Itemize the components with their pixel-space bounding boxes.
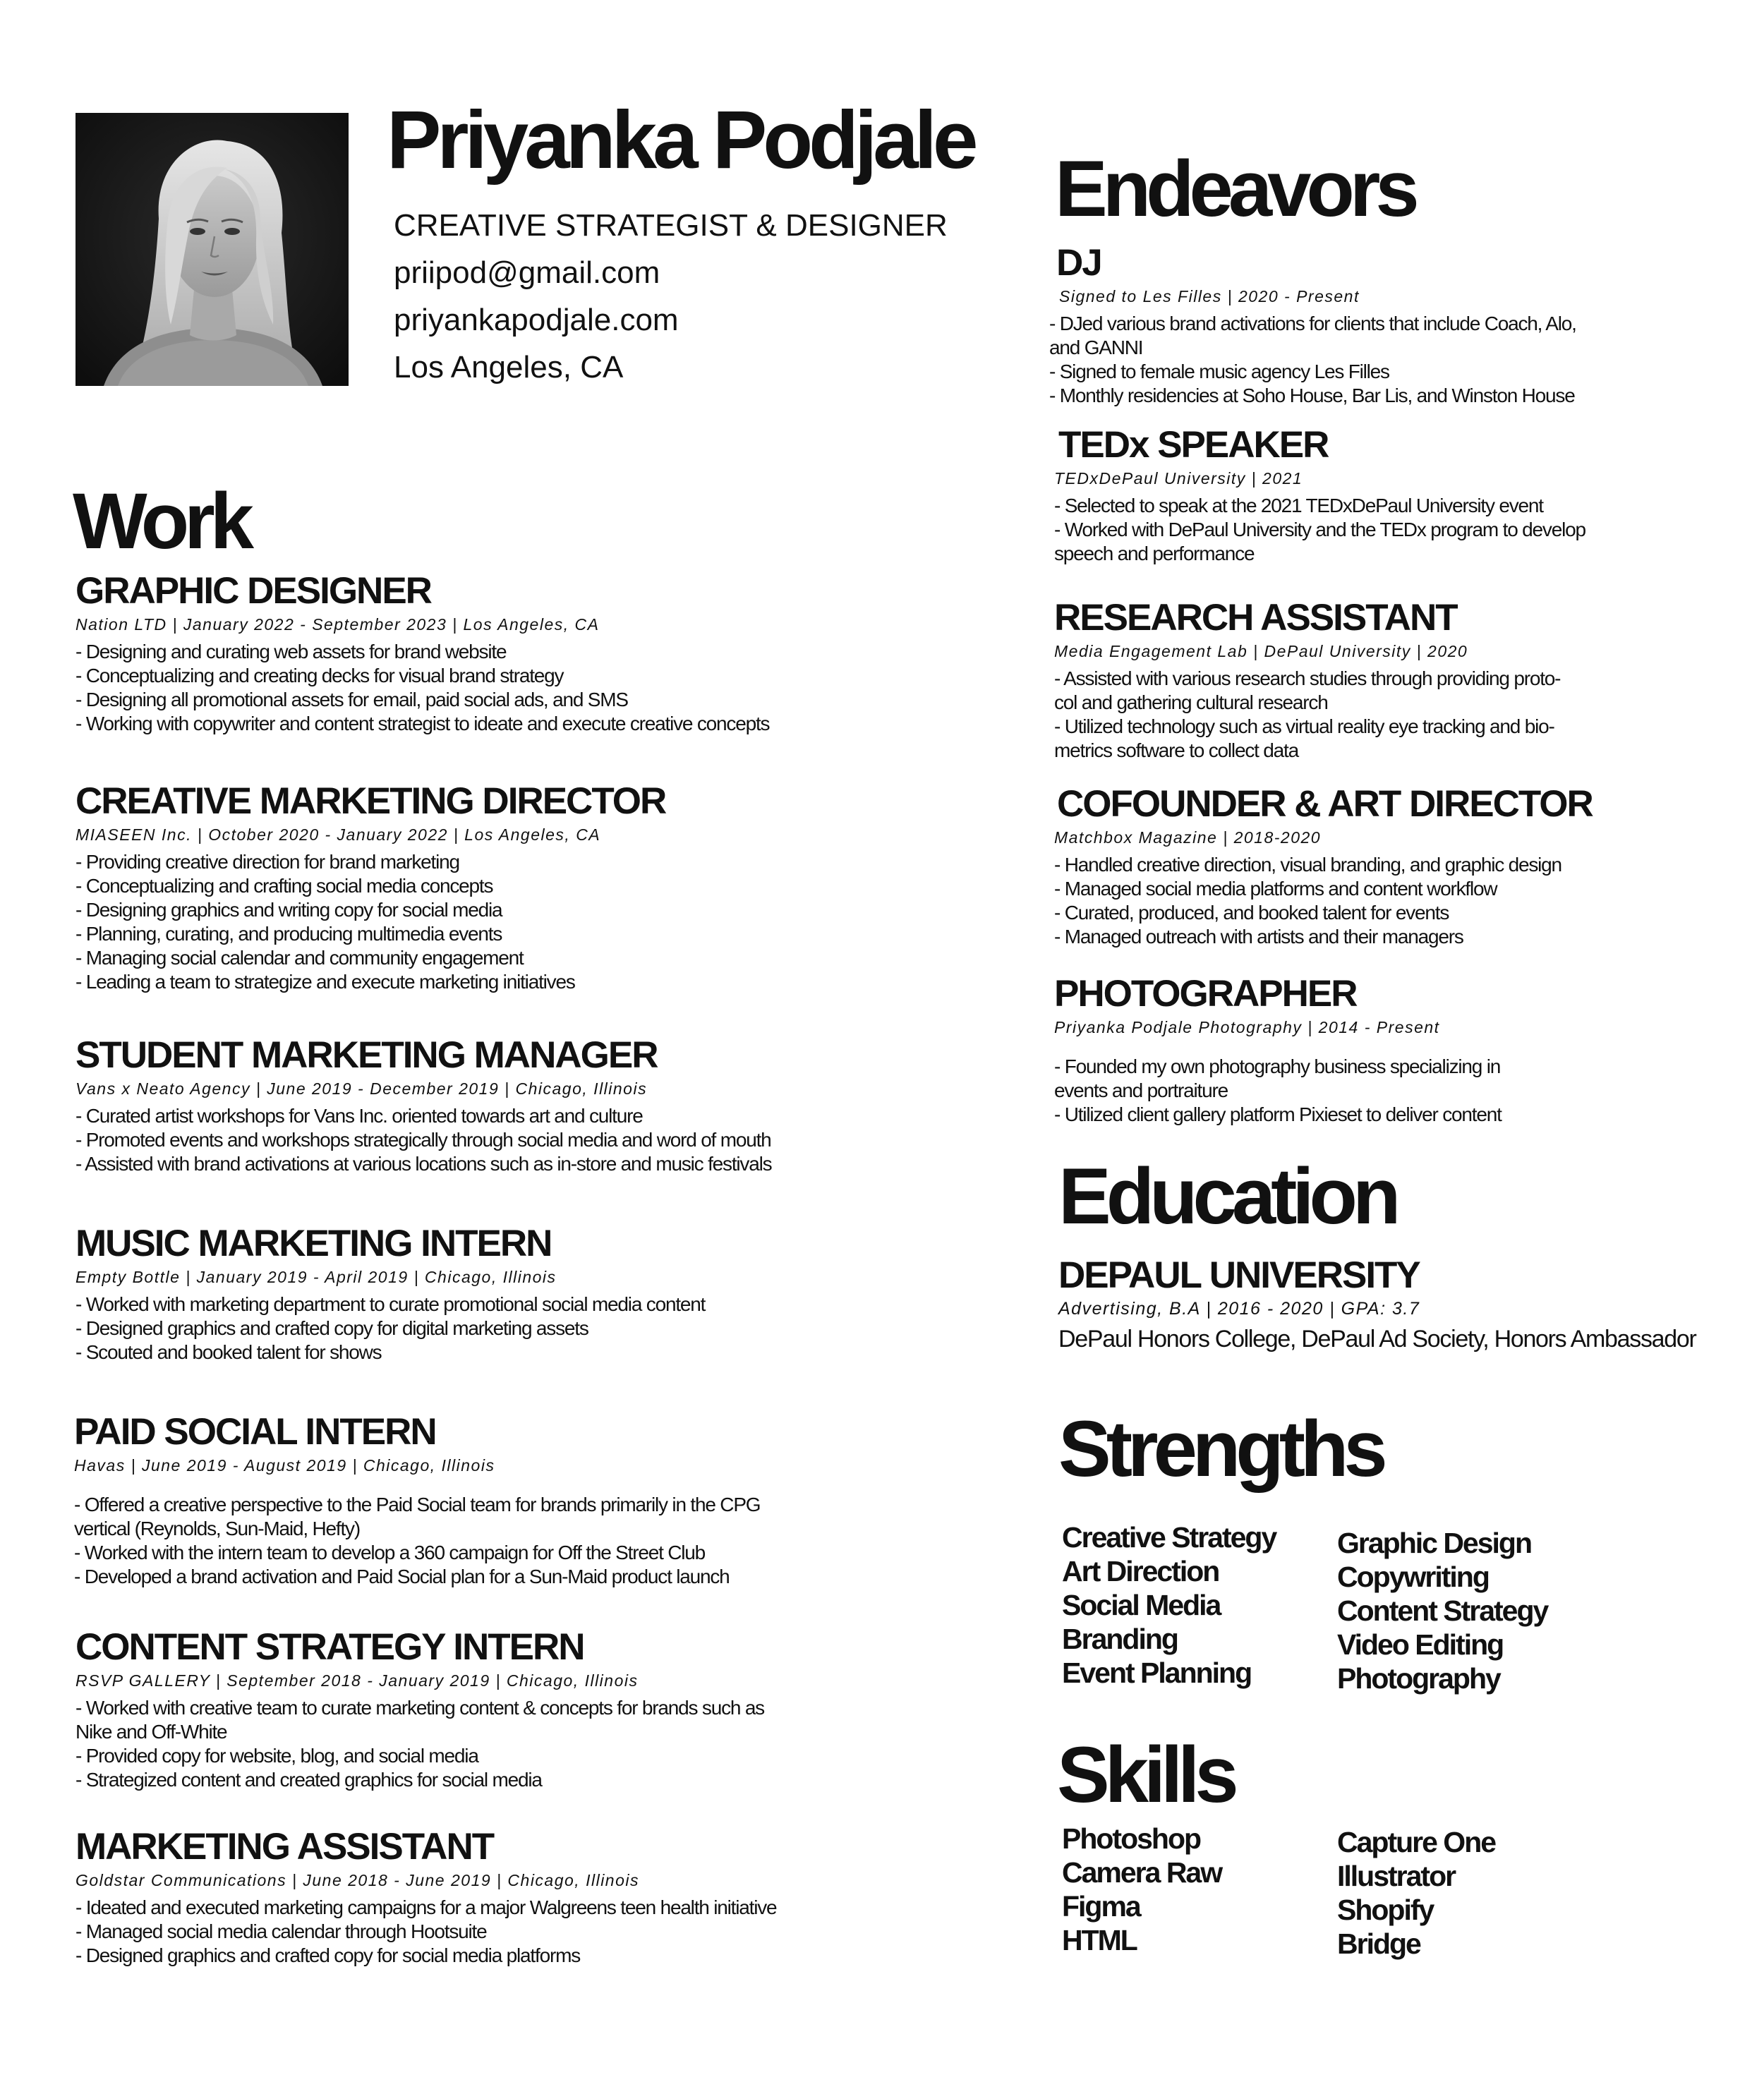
job-meta: Empty Bottle | January 2019 - April 2019 | Chicago, Illinois — [75, 1268, 557, 1286]
strengths-heading: Strengths — [1058, 1405, 1383, 1493]
bullet-item: - Promoted events and workshops strategically through social media and word of mouth — [75, 1129, 771, 1151]
endeavor-title: TEDx SPEAKER — [1058, 424, 1329, 466]
job-bullets — [75, 1896, 957, 1968]
strength-item: Event Planning — [1062, 1657, 1252, 1689]
bullet-item: - Providing creative direction for brand marketing — [75, 851, 459, 873]
bullet-item: - Designing graphics and writing copy for social media — [75, 899, 502, 921]
bullet-item: - Handled creative direction, visual branding, and graphic design — [1054, 854, 1561, 876]
education-entry — [1058, 1256, 1736, 1353]
endeavor-meta: Signed to Les Filles | 2020 - Present — [1059, 287, 1360, 305]
bullet-item: events and portraiture — [1054, 1079, 1228, 1101]
job-entry — [74, 1412, 956, 1589]
endeavor-title: PHOTOGRAPHER — [1054, 973, 1357, 1015]
bullet-item: - Utilized technology such as virtual reality eye tracking and bio- — [1054, 715, 1554, 737]
job-entry — [75, 1224, 957, 1364]
endeavor-bullets — [1049, 312, 1656, 408]
endeavor-entry — [1054, 785, 1661, 949]
candidate-name: Priyanka Podjale — [387, 94, 974, 186]
job-bullets — [75, 1104, 957, 1176]
bullet-item: - Conceptualizing and crafting social media concepts — [75, 875, 493, 897]
bullet-item: - Monthly residencies at Soho House, Bar Lis, and Winston House — [1049, 385, 1575, 406]
endeavor-title: DJ — [1056, 242, 1101, 284]
strengths-column — [1062, 1520, 1337, 1695]
bullet-item: speech and performance — [1054, 543, 1255, 564]
school-name: DEPAUL UNIVERSITY — [1058, 1254, 1420, 1296]
strength-item: Creative Strategy — [1062, 1521, 1276, 1554]
bullet-item: - Ideated and executed marketing campaigns for a major Walgreens teen health initiative — [75, 1896, 777, 1918]
bullet-item: - Selected to speak at the 2021 TEDxDePaul University event — [1054, 495, 1543, 516]
endeavor-bullets — [1054, 667, 1661, 763]
job-title: MUSIC MARKETING INTERN — [75, 1223, 552, 1264]
skill-item: Illustrator — [1337, 1860, 1456, 1892]
education-heading: Education — [1058, 1152, 1396, 1240]
professional-title: CREATIVE STRATEGIST & DESIGNER — [394, 208, 948, 243]
strength-item: Branding — [1062, 1623, 1178, 1655]
job-title: PAID SOCIAL INTERN — [74, 1411, 436, 1453]
skill-item: Photoshop — [1062, 1822, 1201, 1855]
degree-meta: Advertising, B.A | 2016 - 2020 | GPA: 3.7 — [1058, 1299, 1420, 1319]
bullet-item: - Assisted with various research studies through providing proto- — [1054, 667, 1561, 689]
bullet-item: metrics software to collect data — [1054, 739, 1298, 761]
job-meta: Goldstar Communications | June 2018 - June 2019 | Chicago, Illinois — [75, 1871, 639, 1889]
bullet-item: - Conceptualizing and creating decks for visual brand strategy — [75, 665, 564, 686]
endeavor-meta: TEDxDePaul University | 2021 — [1054, 469, 1303, 488]
endeavor-meta: Media Engagement Lab | DePaul University | 2020 — [1054, 642, 1468, 660]
endeavor-meta: Priyanka Podjale Photography | 2014 - Present — [1054, 1018, 1440, 1036]
portrait-illustration — [75, 113, 349, 386]
bullet-item: - Designing all promotional assets for email, paid social ads, and SMS — [75, 689, 628, 710]
bullet-item: - Signed to female music agency Les Filles — [1049, 361, 1389, 382]
skill-item: HTML — [1062, 1924, 1137, 1956]
bullet-item: - Leading a team to strategize and execute marketing initiatives — [75, 971, 575, 993]
bullet-item: - Assisted with brand activations at various locations such as in-store and music festivals — [75, 1153, 772, 1175]
job-title: CREATIVE MARKETING DIRECTOR — [75, 780, 666, 822]
bullet-item: - Curated, produced, and booked talent for events — [1054, 902, 1449, 924]
bullet-item: - Provided copy for website, blog, and social media — [75, 1745, 478, 1767]
bullet-item: - Scouted and booked talent for shows — [75, 1341, 382, 1363]
profile-photo — [75, 113, 349, 386]
bullet-item: - Utilized client gallery platform Pixieset to deliver content — [1054, 1103, 1502, 1125]
bullet-item: - Curated artist workshops for Vans Inc. oriented towards art and culture — [75, 1105, 643, 1127]
job-entry — [75, 1036, 957, 1176]
job-bullets — [75, 640, 957, 736]
bullet-item: - Worked with marketing department to curate promotional social media content — [75, 1293, 706, 1315]
skill-item: Figma — [1062, 1890, 1140, 1923]
job-meta: MIASEEN Inc. | October 2020 - January 2022 | Los Angeles, CA — [75, 825, 601, 844]
skills-column — [1337, 1825, 1612, 1961]
skills-column — [1062, 1822, 1337, 1961]
job-bullets — [75, 850, 957, 994]
bullet-item: - Designed graphics and crafted copy for social media platforms — [75, 1944, 581, 1966]
bullet-item: - Designed graphics and crafted copy for digital marketing assets — [75, 1317, 588, 1339]
job-title: GRAPHIC DESIGNER — [75, 570, 431, 612]
strength-item: Graphic Design — [1337, 1527, 1532, 1559]
job-meta: Nation LTD | January 2022 - September 2023 | Los Angeles, CA — [75, 615, 600, 634]
bullet-item: vertical (Reynolds, Sun-Maid, Hefty) — [74, 1518, 360, 1539]
work-heading: Work — [73, 477, 249, 565]
endeavor-bullets — [1054, 853, 1661, 949]
job-entry — [75, 782, 957, 994]
endeavor-entry — [1049, 243, 1656, 408]
job-bullets — [75, 1696, 957, 1792]
job-entry — [75, 571, 957, 736]
bullet-item: - Offered a creative perspective to the Paid Social team for brands primarily in the CPG — [74, 1494, 761, 1515]
skill-item: Camera Raw — [1062, 1856, 1222, 1889]
bullet-item: - Managed outreach with artists and their managers — [1054, 926, 1463, 948]
bullet-item: - Worked with DePaul University and the TEDx program to develop — [1054, 519, 1585, 540]
email-link[interactable]: priipod@gmail.com — [394, 255, 660, 290]
endeavor-entry — [1054, 598, 1661, 763]
skill-item: Capture One — [1337, 1826, 1496, 1858]
endeavor-bullets — [1054, 494, 1661, 566]
education-notes: DePaul Honors College, DePaul Ad Society, Honors Ambassador — [1058, 1326, 1696, 1352]
location-text: Los Angeles, CA — [394, 350, 624, 385]
bullet-item: Nike and Off-White — [75, 1721, 227, 1743]
endeavor-bullets — [1054, 1055, 1661, 1127]
strength-item: Photography — [1337, 1662, 1500, 1695]
bullet-item: - Managing social calendar and community engagement — [75, 947, 524, 969]
endeavor-entry — [1054, 425, 1661, 566]
endeavors-heading: Endeavors — [1055, 145, 1415, 233]
job-meta: Vans x Neato Agency | June 2019 - December 2019 | Chicago, Illinois — [75, 1079, 648, 1098]
website-link[interactable]: priyankapodjale.com — [394, 303, 679, 337]
bullet-item: - Developed a brand activation and Paid Social plan for a Sun-Maid product launch — [74, 1566, 730, 1587]
endeavor-title: COFOUNDER & ART DIRECTOR — [1057, 783, 1593, 825]
strength-item: Content Strategy — [1337, 1594, 1548, 1627]
bullet-item: - Worked with creative team to curate marketing content & concepts for brands such as — [75, 1697, 764, 1719]
job-title: MARKETING ASSISTANT — [75, 1826, 494, 1868]
job-title: STUDENT MARKETING MANAGER — [75, 1034, 658, 1076]
skill-item: Bridge — [1337, 1927, 1420, 1960]
bullet-item: - Managed social media platforms and content workflow — [1054, 878, 1497, 900]
bullet-item: and GANNI — [1049, 337, 1143, 358]
job-entry — [75, 1628, 957, 1792]
skill-item: Shopify — [1337, 1894, 1434, 1926]
skills-grid — [1062, 1822, 1612, 1961]
job-meta: RSVP GALLERY | September 2018 - January 2019 | Chicago, Illinois — [75, 1671, 639, 1690]
bullet-item: - Strategized content and created graphics for social media — [75, 1769, 542, 1791]
strengths-grid — [1062, 1520, 1612, 1695]
job-meta: Havas | June 2019 - August 2019 | Chicago, Illinois — [74, 1456, 495, 1475]
contact-block — [394, 202, 948, 391]
bullet-item: - Managed social media calendar through Hootsuite — [75, 1920, 487, 1942]
job-bullets — [74, 1493, 956, 1589]
job-bullets — [75, 1293, 957, 1364]
bullet-item: - Planning, curating, and producing multimedia events — [75, 923, 502, 945]
bullet-item: - Designing and curating web assets for brand website — [75, 641, 507, 662]
bullet-item: col and gathering cultural research — [1054, 691, 1328, 713]
strength-item: Social Media — [1062, 1589, 1221, 1621]
strength-item: Art Direction — [1062, 1555, 1219, 1587]
strength-item: Copywriting — [1337, 1561, 1489, 1593]
endeavor-entry — [1054, 974, 1661, 1127]
job-entry — [75, 1827, 957, 1968]
bullet-item: - DJed various brand activations for clients that include Coach, Alo, — [1049, 313, 1576, 334]
bullet-item: - Founded my own photography business specializing in — [1054, 1055, 1501, 1077]
bullet-item: - Working with copywriter and content strategist to ideate and execute creative concepts — [75, 713, 770, 734]
endeavor-meta: Matchbox Magazine | 2018-2020 — [1054, 828, 1322, 847]
endeavor-title: RESEARCH ASSISTANT — [1054, 597, 1457, 638]
job-title: CONTENT STRATEGY INTERN — [75, 1626, 584, 1668]
skills-heading: Skills — [1057, 1731, 1234, 1819]
bullet-item: - Worked with the intern team to develop a 360 campaign for Off the Street Club — [74, 1542, 706, 1563]
strengths-column — [1337, 1526, 1612, 1695]
strength-item: Video Editing — [1337, 1628, 1504, 1661]
